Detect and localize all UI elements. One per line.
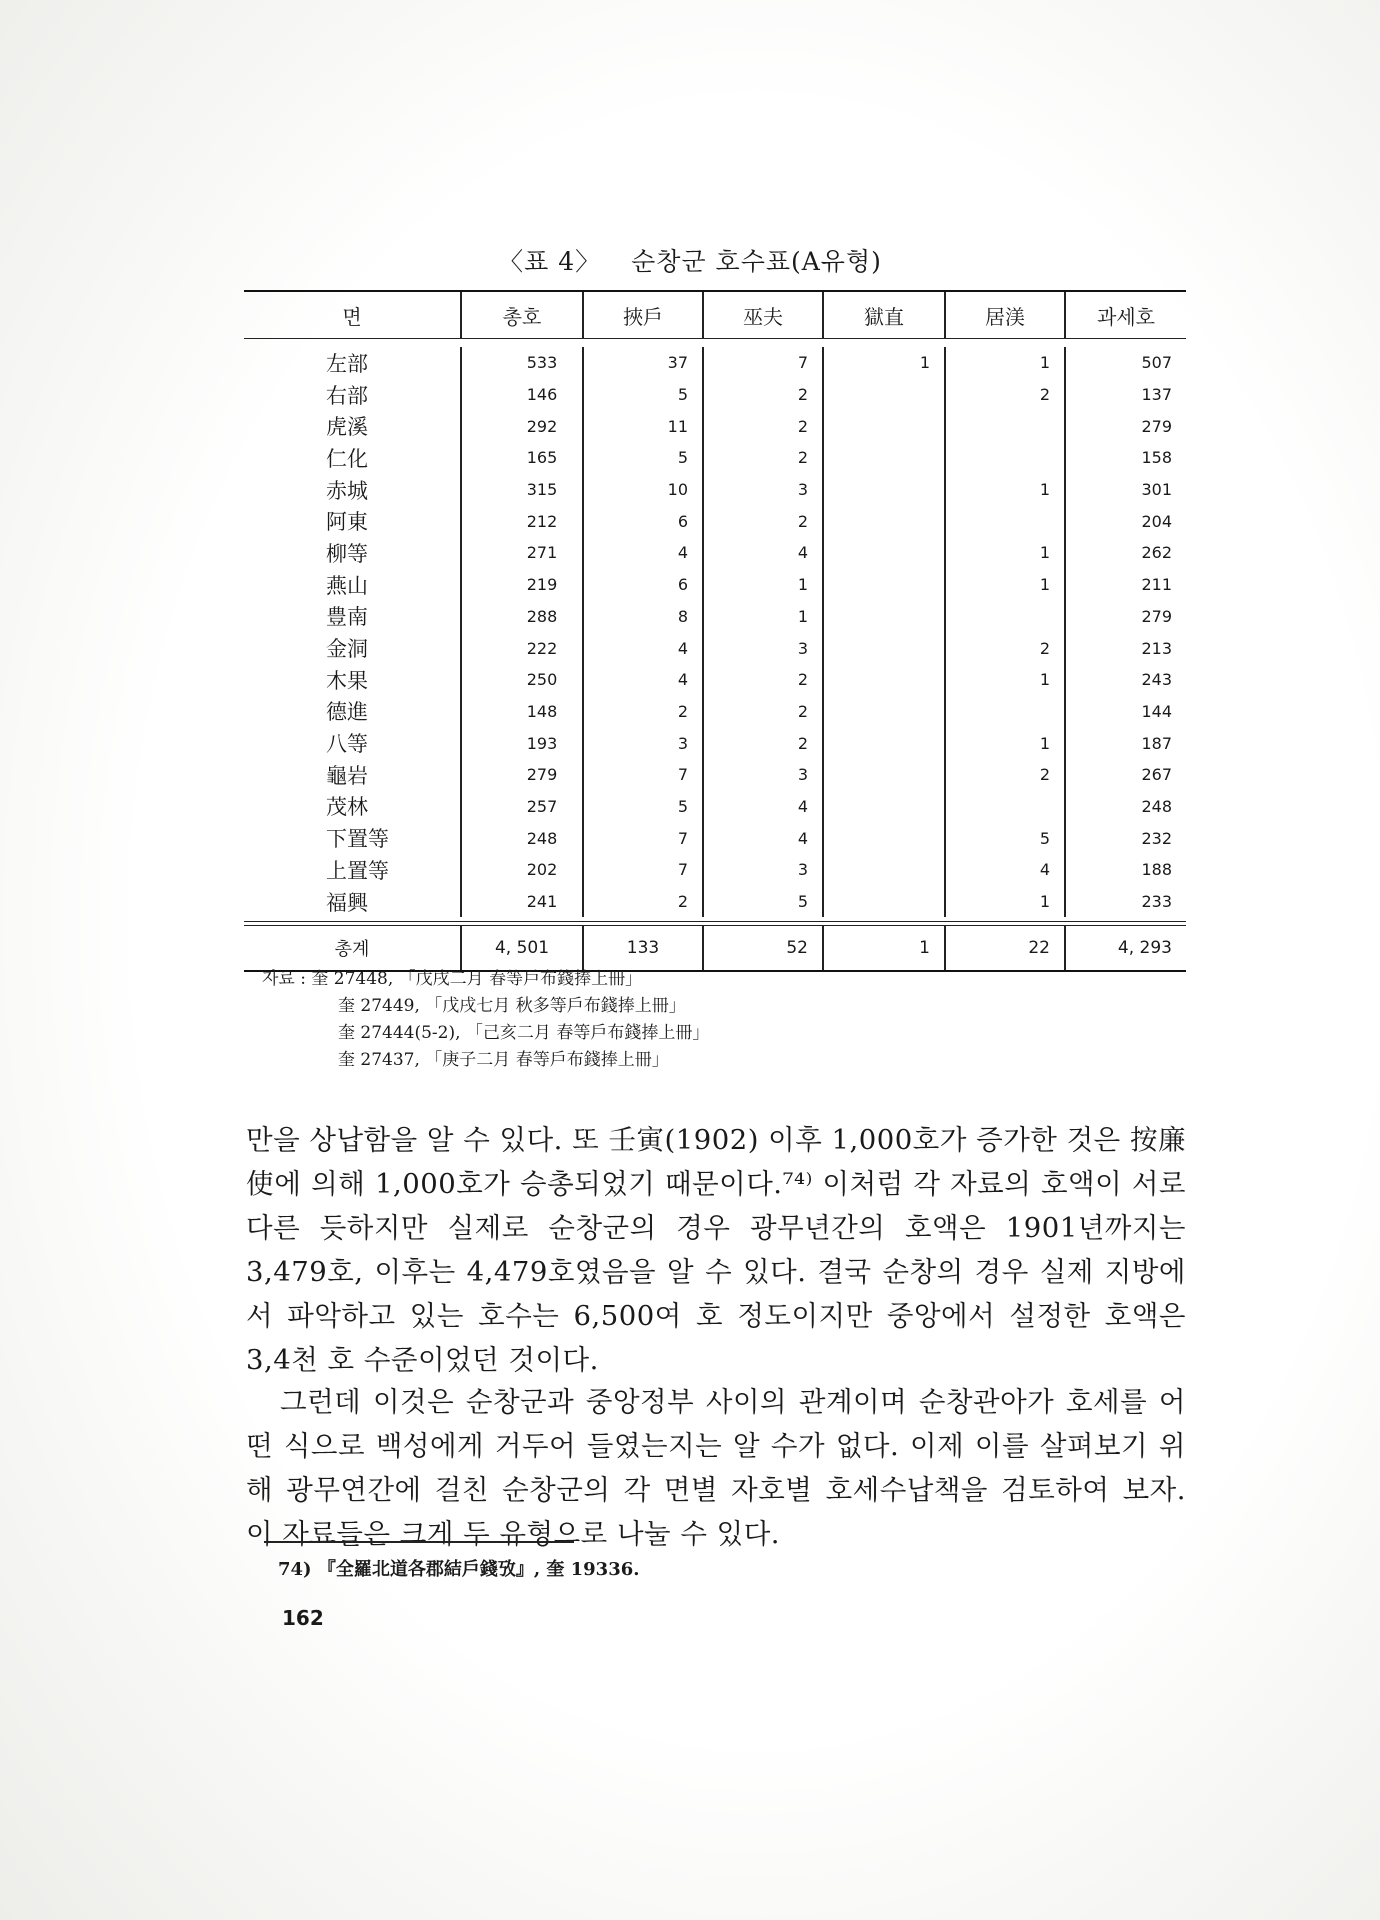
table-cell-geo: 1 (944, 664, 1064, 696)
table-cell-ok (822, 854, 944, 886)
total-cell: 133 (582, 926, 702, 970)
table-cell-geo (944, 442, 1064, 474)
page-number: 162 (282, 1606, 324, 1630)
myeon-name-cell: 福興 (326, 890, 368, 915)
table-cell-mu: 3 (702, 854, 822, 886)
total-cell: 1 (822, 926, 944, 970)
table-row (244, 474, 1186, 506)
table-cell-geo (944, 505, 1064, 537)
source-line: 奎 27449, 「戊戌七月 秋多等戶布錢捧上冊」 (338, 996, 686, 1016)
table-cell-ok (822, 886, 944, 918)
source-label: 자료 : (262, 969, 312, 989)
myeon-name-cell: 木果 (326, 668, 368, 693)
table-cell-hyeop: 7 (582, 854, 702, 886)
table-cell-total: 533 (460, 347, 582, 379)
table-cell-tax: 243 (1064, 664, 1186, 696)
table-cell-geo: 1 (944, 474, 1064, 506)
table-cell-total: 292 (460, 410, 582, 442)
table-cell-geo: 2 (944, 379, 1064, 411)
table-cell-hyeop: 6 (582, 505, 702, 537)
table-cell-hyeop: 4 (582, 664, 702, 696)
table-cell-total: 222 (460, 632, 582, 664)
table-cell-mu: 2 (702, 727, 822, 759)
table-cell-mu: 7 (702, 347, 822, 379)
table-cell-tax: 267 (1064, 759, 1186, 791)
table-cell-tax: 158 (1064, 442, 1186, 474)
table-cell-hyeop: 7 (582, 822, 702, 854)
table-cell-geo (944, 791, 1064, 823)
myeon-name-cell: 阿東 (326, 510, 368, 535)
header-cell: 과세호 (1064, 292, 1186, 338)
table-cell-mu: 2 (702, 442, 822, 474)
table-cell-ok (822, 759, 944, 791)
table-cell-ok (822, 664, 944, 696)
header-cell: 獄直 (822, 292, 944, 338)
table-cell-ok (822, 474, 944, 506)
table-cell-mu: 1 (702, 569, 822, 601)
table-cell-total: 279 (460, 759, 582, 791)
table-cell-hyeop: 7 (582, 759, 702, 791)
table-cell-hyeop: 8 (582, 601, 702, 633)
table-cell-ok (822, 696, 944, 728)
source-line: 奎 27444(5-2), 「己亥二月 春等戶布錢捧上冊」 (338, 1023, 710, 1043)
table-cell-ok (822, 379, 944, 411)
table-cell-geo (944, 696, 1064, 728)
table-cell-geo: 4 (944, 854, 1064, 886)
table-cell-mu: 1 (702, 601, 822, 633)
table-cell-tax: 507 (1064, 347, 1186, 379)
table-cell-ok (822, 410, 944, 442)
table-cell-total: 248 (460, 822, 582, 854)
myeon-name-cell: 德進 (326, 700, 368, 725)
table-cell-ok (822, 505, 944, 537)
myeon-name-cell: 赤城 (326, 478, 368, 503)
table-title: 순창군 호수표(A유형) (631, 247, 882, 276)
table-cell-ok (822, 569, 944, 601)
table-cell-hyeop: 6 (582, 569, 702, 601)
household-table (244, 290, 1186, 972)
table-cell-mu: 5 (702, 886, 822, 918)
table-sources (262, 966, 1162, 1074)
table-row (244, 379, 1186, 411)
table-row (244, 822, 1186, 854)
myeon-name-cell: 右部 (326, 383, 368, 408)
table-cell-geo: 5 (944, 822, 1064, 854)
table-cell-mu: 2 (702, 505, 822, 537)
table-cell-ok (822, 442, 944, 474)
table-cell-total: 148 (460, 696, 582, 728)
table-cell-tax: 137 (1064, 379, 1186, 411)
total-cell: 22 (944, 926, 1064, 970)
total-cell: 4, 293 (1064, 926, 1186, 970)
body-paragraph: 만을 상납함을 알 수 있다. 또 壬寅(1902) 이후 1,000호가 증가한 것은 按廉使에 의해 1,000호가 승총되었기 때문이다.⁷⁴⁾ 이처럼 각 자료의 호액이 서로 다른 듯하지만 실제로 순창군의 경우 광무년간의 호액은 1901년까지는 3,479호, 이후는 4,479호였음을 알 수 있다. 결국 순창의 경우 실제 지방에서 파악하고 있는 호수는 6,500여 호 정도이지만 중앙에서 설정한 호액은 3,4천 호 수준이었던 것이다. (246, 1124, 1186, 1376)
total-label: 총계 (334, 939, 370, 961)
table-cell-ok (822, 822, 944, 854)
table-cell-mu: 2 (702, 696, 822, 728)
table-cell-tax: 213 (1064, 632, 1186, 664)
table-cell-hyeop: 4 (582, 537, 702, 569)
table-cell-tax: 187 (1064, 727, 1186, 759)
table-cell-tax: 204 (1064, 505, 1186, 537)
table-cell-ok (822, 727, 944, 759)
table-cell-total: 250 (460, 664, 582, 696)
table-cell-total: 271 (460, 537, 582, 569)
table-row (244, 886, 1186, 918)
table-row (244, 664, 1186, 696)
table-header-row (244, 292, 1186, 339)
table-cell-geo: 1 (944, 569, 1064, 601)
table-cell-hyeop: 4 (582, 632, 702, 664)
body-paragraph: 그런데 이것은 순창군과 중앙정부 사이의 관계이며 순창관아가 호세를 어떤 식으로 백성에게 거두어 들였는지는 알 수가 없다. 이제 이를 살펴보기 위해 광무연간에 걸친 순창군의 각 면별 자호별 호세수납책을 검토하여 보자. 이 자료들은 크게 두 유형으로 나눌 수 있다. (246, 1386, 1186, 1550)
table-cell-total: 219 (460, 569, 582, 601)
table-cell-hyeop: 37 (582, 347, 702, 379)
total-cell: 4, 501 (460, 926, 582, 970)
table-cell-geo: 2 (944, 632, 1064, 664)
table-row (244, 505, 1186, 537)
myeon-name-cell: 柳等 (326, 541, 368, 566)
table-cell-mu: 3 (702, 632, 822, 664)
table-row (244, 601, 1186, 633)
table-cell-tax: 144 (1064, 696, 1186, 728)
table-cell-hyeop: 5 (582, 379, 702, 411)
header-cell: 면 (342, 304, 362, 329)
table-row (244, 696, 1186, 728)
table-cell-hyeop: 10 (582, 474, 702, 506)
table-cell-total: 315 (460, 474, 582, 506)
table-row (244, 759, 1186, 791)
table-row (244, 442, 1186, 474)
table-cell-ok: 1 (822, 347, 944, 379)
table-cell-tax: 279 (1064, 410, 1186, 442)
table-number: 〈표 4〉 (498, 247, 602, 276)
table-cell-hyeop: 2 (582, 696, 702, 728)
header-cell: 巫夫 (702, 292, 822, 338)
table-row (244, 347, 1186, 379)
table-cell-ok (822, 791, 944, 823)
table-cell-geo (944, 410, 1064, 442)
table-row (244, 632, 1186, 664)
table-cell-tax: 301 (1064, 474, 1186, 506)
table-cell-tax: 232 (1064, 822, 1186, 854)
myeon-name-cell: 虎溪 (326, 415, 368, 440)
myeon-name-cell: 八等 (326, 732, 368, 757)
myeon-name-cell: 金洞 (326, 637, 368, 662)
table-cell-total: 212 (460, 505, 582, 537)
table-cell-tax: 188 (1064, 854, 1186, 886)
table-cell-geo: 1 (944, 537, 1064, 569)
table-cell-mu: 3 (702, 474, 822, 506)
table-cell-hyeop: 5 (582, 791, 702, 823)
table-cell-geo (944, 601, 1064, 633)
table-cell-mu: 2 (702, 410, 822, 442)
table-cell-tax: 248 (1064, 791, 1186, 823)
myeon-name-cell: 上置等 (326, 858, 389, 883)
footnote-divider (264, 1541, 574, 1543)
table-cell-geo: 1 (944, 886, 1064, 918)
table-cell-ok (822, 537, 944, 569)
header-cell: 居渼 (944, 292, 1064, 338)
table-row (244, 410, 1186, 442)
table-cell-ok (822, 632, 944, 664)
footnote: 74) 『全羅北道各郡結戶錢攷』, 奎 19336. (278, 1559, 640, 1580)
total-cell: 52 (702, 926, 822, 970)
table-cell-mu: 2 (702, 664, 822, 696)
table-cell-tax: 262 (1064, 537, 1186, 569)
table-cell-tax: 279 (1064, 601, 1186, 633)
table-cell-mu: 4 (702, 791, 822, 823)
table-cell-total: 202 (460, 854, 582, 886)
table-cell-tax: 233 (1064, 886, 1186, 918)
table-cell-total: 288 (460, 601, 582, 633)
table-cell-total: 193 (460, 727, 582, 759)
table-cell-geo: 2 (944, 759, 1064, 791)
source-line: 奎 27437, 「庚子二月 春等戶布錢捧上冊」 (338, 1050, 669, 1070)
myeon-name-cell: 豊南 (326, 605, 368, 630)
myeon-name-cell: 茂林 (326, 795, 368, 820)
table-row (244, 791, 1186, 823)
myeon-name-cell: 仁化 (326, 446, 368, 471)
table-cell-tax: 211 (1064, 569, 1186, 601)
table-cell-geo: 1 (944, 347, 1064, 379)
myeon-name-cell: 左部 (326, 351, 368, 376)
table-row (244, 569, 1186, 601)
myeon-name-cell: 龜岩 (326, 763, 368, 788)
table-cell-hyeop: 11 (582, 410, 702, 442)
table-row (244, 727, 1186, 759)
table-cell-total: 241 (460, 886, 582, 918)
table-caption (0, 242, 1380, 278)
header-cell: 총호 (460, 292, 582, 338)
table-cell-mu: 2 (702, 379, 822, 411)
table-total-row (244, 925, 1186, 970)
table-body (244, 339, 1186, 922)
table-cell-mu: 3 (702, 759, 822, 791)
table-row (244, 854, 1186, 886)
myeon-name-cell: 燕山 (326, 573, 368, 598)
table-cell-hyeop: 2 (582, 886, 702, 918)
table-cell-ok (822, 601, 944, 633)
table-cell-mu: 4 (702, 537, 822, 569)
source-line: 자료 : 奎 27448, 「戊戌二月 春等戶布錢捧上冊」 (262, 969, 643, 989)
table-cell-total: 146 (460, 379, 582, 411)
table-cell-mu: 4 (702, 822, 822, 854)
table-row (244, 537, 1186, 569)
table-cell-geo: 1 (944, 727, 1064, 759)
table-cell-hyeop: 5 (582, 442, 702, 474)
table-cell-total: 257 (460, 791, 582, 823)
header-cell: 挾戶 (582, 292, 702, 338)
table-cell-hyeop: 3 (582, 727, 702, 759)
myeon-name-cell: 下置等 (326, 827, 389, 852)
table-cell-total: 165 (460, 442, 582, 474)
